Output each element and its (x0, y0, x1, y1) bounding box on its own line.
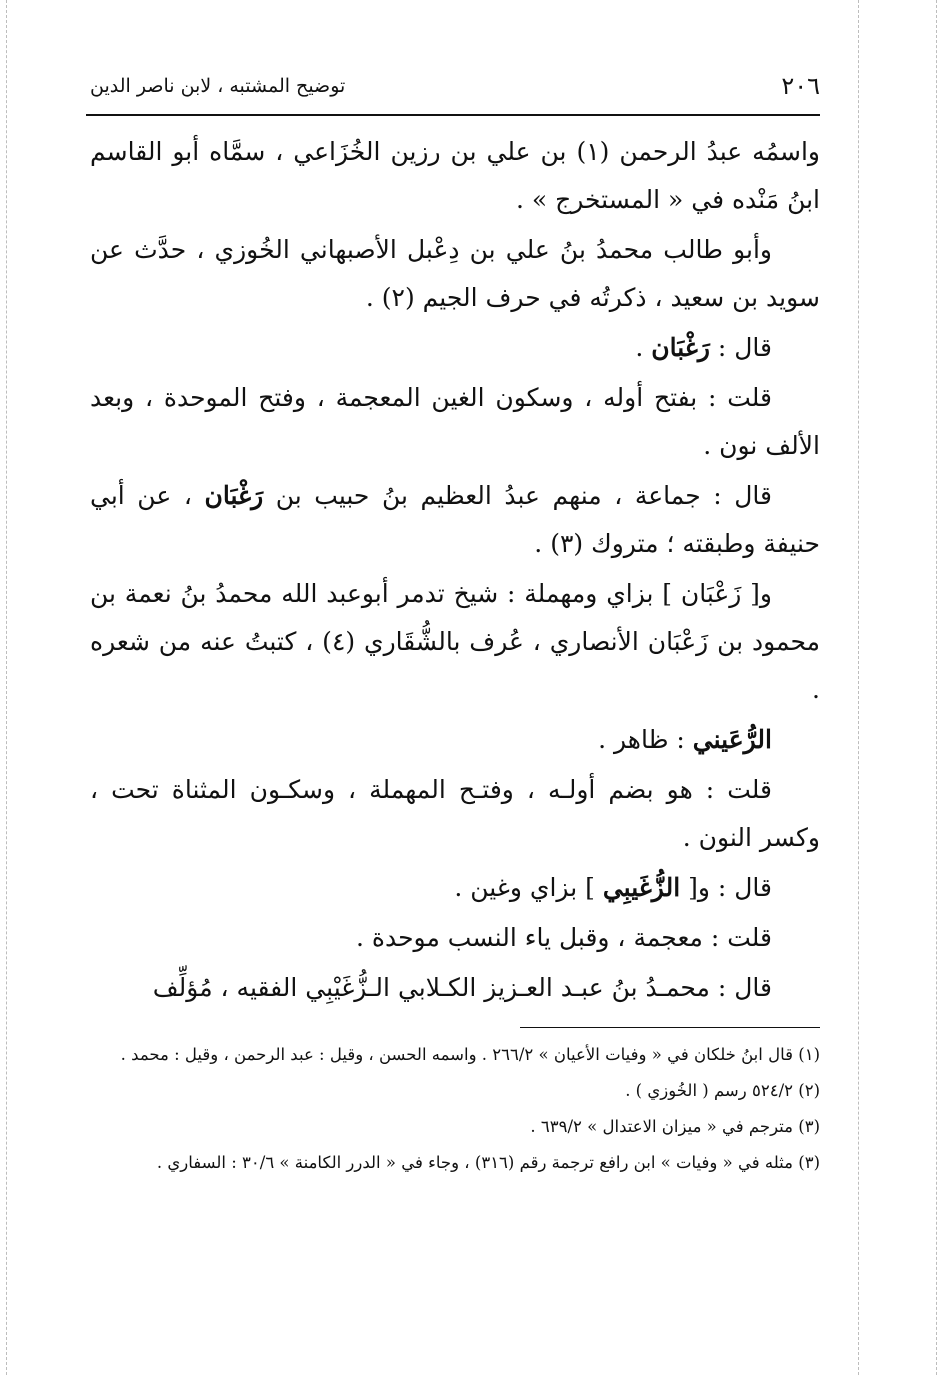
headword: رَغْبَان (204, 481, 264, 510)
paragraph: قلت : معجمة ، وقبل ياء النسب موحدة . (355, 923, 772, 952)
paragraph-end: . (635, 333, 652, 362)
paragraph-end: ] بزاي وغين . (454, 873, 603, 902)
footnote: (٣) مثله في « وفيات » ابن رافع ترجمة رقم (٣١٦) ، وجاء في « الدرر الكامنة » ٣٠/٦ : السفاري . (156, 1153, 820, 1172)
paragraph-lead: قال : جماعة ، منهم عبدُ العظيم بنُ حبيب بن (263, 481, 772, 510)
paragraph-end: : ظاهر . (598, 725, 693, 754)
paragraph: قلت : بفتح أوله ، وسكون الغين المعجمة ، وفتح الموحدة ، وبعد الألف نون . (90, 383, 820, 460)
paragraph: وأبو طالب محمدُ بنُ علي بن دِعْبل الأصبهاني الخُوزي ، حدَّث عن سويد بن سعيد ، ذكرتُه في حرف الجيم (٢) . (90, 235, 820, 312)
running-title: توضيح المشتبه ، لابن ناصر الدين (90, 75, 346, 97)
footnote: (١) قال ابنُ خلكان في « وفيات الأعيان » ٢٦٦/٢ . واسمه الحسن ، وقيل : عبد الرحمن ، وقيل : محمد . (120, 1045, 820, 1064)
main-text (90, 128, 820, 1014)
page-edge-dash (6, 0, 7, 1375)
paragraph: قلت : هو بضم أولـه ، وفتـح المهملة ، وسكـون المثناة تحت ، وكسر النون . (90, 775, 820, 852)
paragraph-lead: قال : (709, 333, 772, 362)
paragraph (90, 472, 820, 568)
headword: الزُّغَيبِي (602, 873, 681, 902)
paragraph-lead: قال : و[ (680, 873, 772, 902)
headword: الرُّعَيني (692, 725, 772, 754)
paragraph-end: ، عن أبي حنيفة وطبقته ؛ متروك (٣) . (90, 481, 820, 558)
footnote: (٢) ٥٢٤/٢ رسم ( الخُوزي ) . (625, 1081, 820, 1100)
footnote: (٣) مترجم في « ميزان الاعتدال » ٦٣٩/٢ . (530, 1117, 820, 1136)
footnote-rule (520, 1027, 820, 1028)
paragraph (90, 864, 820, 912)
page-edge-dash (858, 0, 859, 1375)
footnotes (90, 1040, 820, 1184)
paragraph (90, 716, 820, 764)
page-edge-dash (936, 0, 937, 1375)
page-number: ٢٠٦ (781, 72, 820, 100)
paragraph (90, 324, 820, 372)
page-header (90, 64, 820, 108)
paragraph: واسمُه عبدُ الرحمن (١) بن علي بن رزين الخُزَاعي ، سمَّاه أبو القاسم ابنُ مَنْده في « المستخرج » . (90, 137, 820, 214)
paragraph: و[ زَعْبَان ] بزاي ومهملة : شيخ تدمر أبوعبد الله محمدُ بنُ نعمة بن محمود بن زَعْبَان الأنصاري ، عُرف بالشُّقَاري (٤) ، كتبتُ عنه من شعره . (90, 579, 820, 704)
headword: رَغْبَان (651, 333, 710, 362)
header-rule (86, 114, 820, 116)
paragraph: قال : محمـدُ بنُ عبـد العـزيز الكـلابي الـزُّغَيْبِي الفقيه ، مُؤلِّف (152, 973, 772, 1002)
